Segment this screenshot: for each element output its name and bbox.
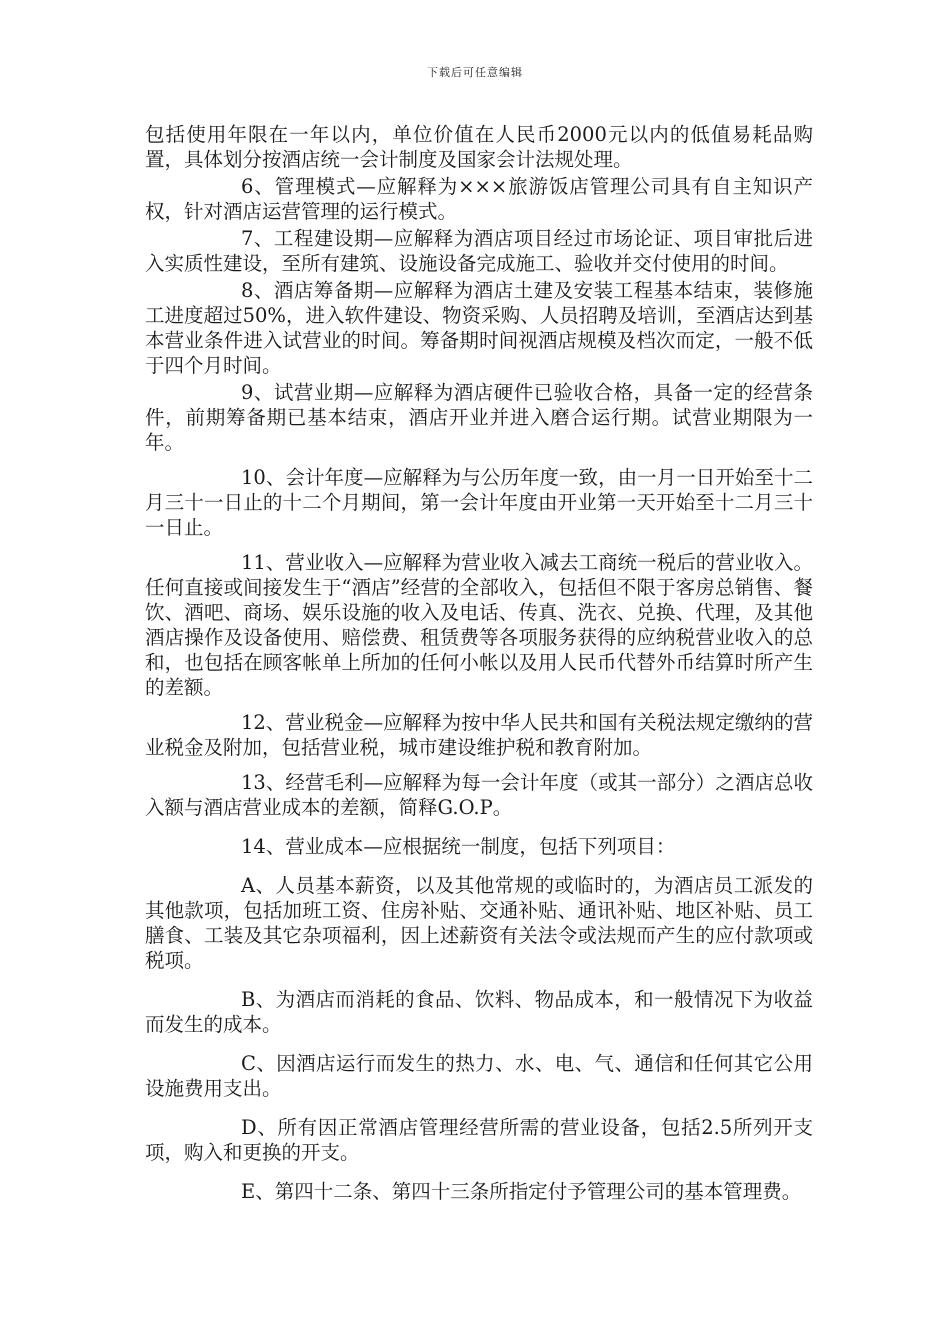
paragraph-item-d: D、所有因正常酒店管理经营所需的营业设备，包括2.5所列开支项，购入和更换的开支。 — [145, 1116, 813, 1164]
paragraph-item-6: 6、管理模式—应解释为×××旅游饭店管理公司具有自主知识产权，针对酒店运营管理的运行模式。 — [145, 175, 813, 223]
page-header: 下载后可任意编辑 — [427, 66, 523, 79]
paragraph-item-14: 14、营业成本—应根据统一制度，包括下列项目： — [241, 835, 676, 858]
paragraph-item-7: 7、工程建设期—应解释为酒店项目经过市场论证、项目审批后进入实质性建设，至所有建筑、设施设备完成施工、验收并交付使用的时间。 — [145, 227, 813, 275]
paragraph-item-a: A、人员基本薪资，以及其他常规的或临时的，为酒店员工派发的其他款项，包括加班工资、住房补贴、交通补贴、通讯补贴、地区补贴、员工膳食、工装及其它杂项福利，因上述薪资有关法令或法规而产生的应付款项或税项。 — [145, 874, 813, 972]
paragraph-item-13: 13、经营毛利—应解释为每一会计年度（或其一部分）之酒店总收入额与酒店营业成本的差额，简释G.O.P。 — [145, 771, 813, 819]
paragraph-item-12: 12、营业税金—应解释为按中华人民共和国有关税法规定缴纳的营业税金及附加，包括营业税，城市建设维护税和教育附加。 — [145, 711, 813, 759]
paragraph-item-e: E、第四十二条、第四十三条所指定付予管理公司的基本管理费。 — [241, 1180, 802, 1203]
paragraph-item-8: 8、酒店筹备期—应解释为酒店土建及安装工程基本结束，装修施工进度超过50%，进入软件建设、物资采购、人员招聘及培训，至酒店达到基本营业条件进入试营业的时间。筹备期时间视酒店规模及档次而定，一般不低于四个月时间。 — [145, 279, 813, 377]
paragraph-item-9: 9、试营业期—应解释为酒店硬件已验收合格，具备一定的经营条件，前期筹备期已基本结束，酒店开业并进入磨合运行期。试营业期限为一年。 — [145, 381, 813, 454]
paragraph-item-b: B、为酒店而消耗的食品、饮料、物品成本，和一般情况下为收益而发生的成本。 — [145, 988, 813, 1036]
paragraph-item-c: C、因酒店运行而发生的热力、水、电、气、通信和任何其它公用设施费用支出。 — [145, 1052, 813, 1100]
paragraph-continuation: 包括使用年限在一年以内，单位价值在人民币2000元以内的低值易耗品购置，具体划分按酒店统一会计制度及国家会计法规处理。 — [145, 123, 813, 171]
document-body — [145, 122, 813, 1204]
paragraph-item-10: 10、会计年度—应解释为与公历年度一致，由一月一日开始至十二月三十一日止的十二个月期间，第一会计年度由开业第一天开始至十二月三十一日止。 — [145, 466, 813, 539]
paragraph-item-11: 11、营业收入—应解释为营业收入减去工商统一税后的营业收入。任何直接或间接发生于“酒店”经营的全部收入，包括但不限于客房总销售、餐饮、酒吧、商场、娱乐设施的收入及电话、传真、洗衣、兑换、代理，及其他酒店操作及设备使用、赔偿费、租赁费等各项服务获得的应纳税营业收入的总和，也包括在顾客帐单上所加的任何小帐以及用人民币代替外币结算时所产生的差额。 — [145, 551, 813, 699]
